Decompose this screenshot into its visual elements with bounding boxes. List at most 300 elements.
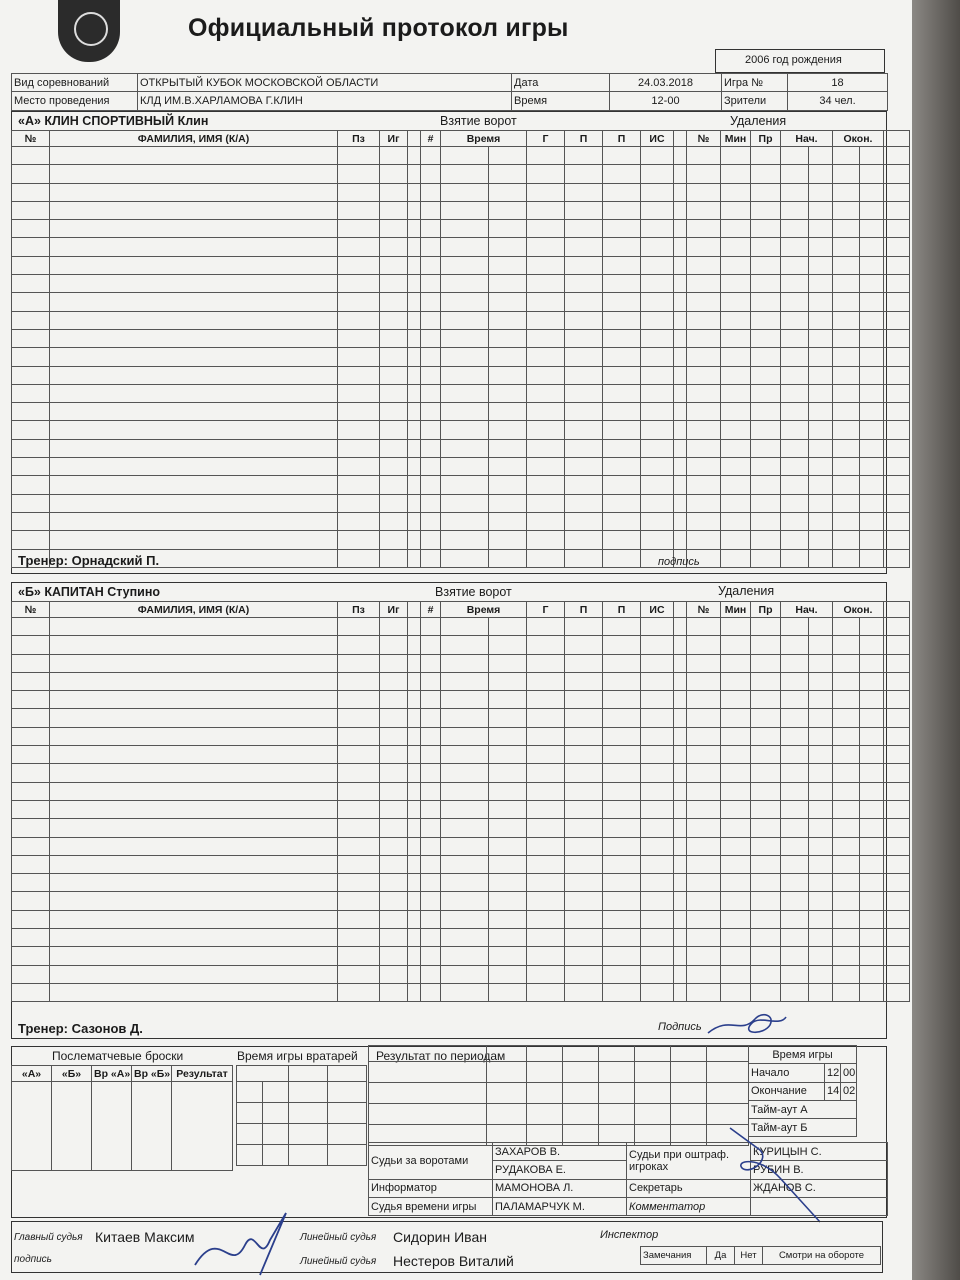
goal-second xyxy=(489,458,527,476)
gap-cell xyxy=(408,311,421,329)
penalty-minutes xyxy=(721,476,751,494)
team-b-coach: Тренер: Сазонов Д. xyxy=(18,1021,143,1036)
penalty-player xyxy=(687,458,721,476)
period-value xyxy=(599,1062,635,1083)
player-name xyxy=(50,531,338,549)
goal-minute xyxy=(441,165,489,183)
player-number xyxy=(12,654,50,672)
goal-assist-1 xyxy=(565,494,603,512)
penalty-player xyxy=(687,654,721,672)
player-name xyxy=(50,275,338,293)
player-played xyxy=(380,965,408,983)
penalty-reason xyxy=(751,892,781,910)
goal-assist-1 xyxy=(565,819,603,837)
goal-scorer xyxy=(527,819,565,837)
background-edge xyxy=(912,0,960,1280)
penalty-end-min xyxy=(833,746,860,764)
timeout-a: Тайм-аут А xyxy=(749,1100,857,1118)
goal-scorer xyxy=(527,910,565,928)
player-row xyxy=(12,220,910,238)
penalty-player xyxy=(687,727,721,745)
goal-assist-1 xyxy=(565,311,603,329)
goal-scorer xyxy=(527,636,565,654)
goal-assist-1 xyxy=(565,366,603,384)
goal-second xyxy=(489,983,527,1001)
penalty-reason xyxy=(751,764,781,782)
penalty-minutes xyxy=(721,910,751,928)
penalty-start-sec xyxy=(809,672,833,690)
penalty-start-sec xyxy=(809,366,833,384)
gap-cell-2 xyxy=(674,531,687,549)
goal-minute xyxy=(441,855,489,873)
player-name xyxy=(50,476,338,494)
penalty-reason xyxy=(751,421,781,439)
penalty-start-min xyxy=(781,458,809,476)
penalty-end-sec xyxy=(860,983,884,1001)
period-value xyxy=(635,1083,671,1104)
goal-number xyxy=(421,147,441,165)
penalty-player xyxy=(687,837,721,855)
goal-scorer xyxy=(527,855,565,873)
player-played xyxy=(380,709,408,727)
goalie-b-number xyxy=(328,1103,367,1124)
remarks-no: Нет xyxy=(735,1247,763,1265)
player-number xyxy=(12,929,50,947)
gap-cell xyxy=(408,165,421,183)
goal-second xyxy=(489,910,527,928)
penalty-end-sec xyxy=(860,746,884,764)
gap-cell xyxy=(408,220,421,238)
goal-minute xyxy=(441,275,489,293)
penalty-player xyxy=(687,929,721,947)
penalty-start-sec xyxy=(809,348,833,366)
penalty-reason xyxy=(751,183,781,201)
penalty-start-min xyxy=(781,384,809,402)
goal-number xyxy=(421,220,441,238)
goal-scorer xyxy=(527,892,565,910)
goal-second xyxy=(489,348,527,366)
penalty-reason xyxy=(751,654,781,672)
player-row xyxy=(12,874,910,892)
goal-strength xyxy=(641,403,674,421)
penalty-minutes xyxy=(721,256,751,274)
penalty-reason xyxy=(751,800,781,818)
period-row-label xyxy=(369,1104,487,1125)
penalty-reason xyxy=(751,855,781,873)
penalty-start-min xyxy=(781,183,809,201)
goal-minute xyxy=(441,800,489,818)
competition-label: Вид соревнований xyxy=(12,74,138,92)
goal-second xyxy=(489,421,527,439)
penalty-start-min xyxy=(781,892,809,910)
goal-scorer xyxy=(527,727,565,745)
penalty-minutes xyxy=(721,201,751,219)
filler-cell xyxy=(884,910,910,928)
filler-cell xyxy=(884,965,910,983)
player-position xyxy=(338,819,380,837)
player-row xyxy=(12,494,910,512)
goal-assist-1 xyxy=(565,947,603,965)
goal-second xyxy=(489,746,527,764)
gap-cell-2 xyxy=(674,439,687,457)
goal-assist-2 xyxy=(603,403,641,421)
player-number xyxy=(12,275,50,293)
player-played xyxy=(380,494,408,512)
period-value xyxy=(599,1104,635,1125)
penalty-start-sec xyxy=(809,709,833,727)
gap-cell-2 xyxy=(674,512,687,530)
penalty-minutes xyxy=(721,348,751,366)
penalty-player xyxy=(687,531,721,549)
goal-assist-1 xyxy=(565,727,603,745)
penalty-end-sec xyxy=(860,727,884,745)
goalie-change-second xyxy=(263,1124,289,1145)
player-name xyxy=(50,421,338,439)
gap-cell-2 xyxy=(674,983,687,1001)
penalty-player xyxy=(687,947,721,965)
period-value xyxy=(635,1104,671,1125)
penalty-end-sec xyxy=(860,238,884,256)
player-position xyxy=(338,183,380,201)
goal-assist-1 xyxy=(565,618,603,636)
penalty-minutes xyxy=(721,727,751,745)
goal-assist-2 xyxy=(603,892,641,910)
penalty-start-sec xyxy=(809,421,833,439)
game-label: Игра № xyxy=(722,74,788,92)
penalty-end-min xyxy=(833,439,860,457)
penalty-start-min xyxy=(781,819,809,837)
goal-assist-1 xyxy=(565,384,603,402)
player-row xyxy=(12,691,910,709)
penalty-end-min xyxy=(833,855,860,873)
goal-scorer xyxy=(527,654,565,672)
goal-second xyxy=(489,691,527,709)
shootout-col-result: Результат xyxy=(172,1066,233,1082)
penalty-start-min xyxy=(781,201,809,219)
penalty-end-sec xyxy=(860,403,884,421)
penalty-end-sec xyxy=(860,183,884,201)
penalty-start-sec xyxy=(809,311,833,329)
penalty-end-min xyxy=(833,910,860,928)
goal-number xyxy=(421,238,441,256)
player-position xyxy=(338,476,380,494)
period-value xyxy=(671,1062,707,1083)
penalty-player xyxy=(687,403,721,421)
col-is: ИС xyxy=(641,131,674,147)
goal-scorer xyxy=(527,618,565,636)
goal-assist-2 xyxy=(603,384,641,402)
goal-minute xyxy=(441,366,489,384)
goal-scorer xyxy=(527,549,565,567)
period-result-table xyxy=(368,1045,749,1146)
penalty-start-sec xyxy=(809,549,833,567)
timekeeper: ПАЛАМАРЧУК М. xyxy=(493,1197,627,1215)
penalty-reason xyxy=(751,910,781,928)
penalty-end-sec xyxy=(860,439,884,457)
linesman-1: Сидорин Иван xyxy=(393,1229,487,1245)
player-row xyxy=(12,929,910,947)
goal-number xyxy=(421,494,441,512)
penalty-player xyxy=(687,910,721,928)
penalty-minutes xyxy=(721,549,751,567)
penalty-minutes xyxy=(721,709,751,727)
penalty-start-min xyxy=(781,782,809,800)
penalty-reason xyxy=(751,782,781,800)
penalty-minutes xyxy=(721,458,751,476)
filler-cell xyxy=(884,892,910,910)
goal-assist-1 xyxy=(565,910,603,928)
goal-strength xyxy=(641,311,674,329)
penalty-start-min xyxy=(781,147,809,165)
player-name xyxy=(50,929,338,947)
goal-assist-2 xyxy=(603,947,641,965)
gap-cell-2 xyxy=(674,220,687,238)
goal-scorer xyxy=(527,311,565,329)
gap-cell-2 xyxy=(674,910,687,928)
col-assist-2: П xyxy=(603,602,641,618)
period-value xyxy=(599,1083,635,1104)
goal-scorer xyxy=(527,837,565,855)
player-row xyxy=(12,727,910,745)
goal-scorer xyxy=(527,476,565,494)
penalty-player xyxy=(687,220,721,238)
col-ig: Иг xyxy=(380,602,408,618)
penalty-start-min xyxy=(781,837,809,855)
penalty-minutes xyxy=(721,183,751,201)
goalie-b-number xyxy=(328,1124,367,1145)
penalty-end-min xyxy=(833,201,860,219)
player-position xyxy=(338,439,380,457)
col-name: ФАМИЛИЯ, ИМЯ (К/А) xyxy=(50,602,338,618)
gap-cell-2 xyxy=(674,201,687,219)
penalty-player xyxy=(687,691,721,709)
player-row xyxy=(12,165,910,183)
col-assist-1: П xyxy=(565,131,603,147)
penalty-start-sec xyxy=(809,220,833,238)
penalty-reason xyxy=(751,238,781,256)
goal-number xyxy=(421,421,441,439)
gap-cell-2 xyxy=(674,293,687,311)
player-played xyxy=(380,458,408,476)
goal-scorer xyxy=(527,494,565,512)
birth-year: 2006 год рождения xyxy=(745,54,842,66)
goal-assist-2 xyxy=(603,476,641,494)
filler-cell xyxy=(884,421,910,439)
goal-assist-1 xyxy=(565,439,603,457)
goal-assist-2 xyxy=(603,709,641,727)
goal-scorer xyxy=(527,965,565,983)
gap-cell xyxy=(408,618,421,636)
gap-cell xyxy=(408,458,421,476)
penalty-end-sec xyxy=(860,837,884,855)
penalty-end-min xyxy=(833,549,860,567)
penalty-end-sec xyxy=(860,782,884,800)
goal-scorer xyxy=(527,201,565,219)
goal-number xyxy=(421,636,441,654)
goal-scorer xyxy=(527,983,565,1001)
goal-assist-1 xyxy=(565,256,603,274)
penalty-end-sec xyxy=(860,384,884,402)
goal-assist-2 xyxy=(603,311,641,329)
player-position xyxy=(338,618,380,636)
player-position xyxy=(338,403,380,421)
penalty-player xyxy=(687,384,721,402)
player-name xyxy=(50,220,338,238)
penalty-start-min xyxy=(781,672,809,690)
player-position xyxy=(338,782,380,800)
goal-number xyxy=(421,910,441,928)
player-position xyxy=(338,709,380,727)
goal-assist-1 xyxy=(565,183,603,201)
player-played xyxy=(380,691,408,709)
penalty-start-min xyxy=(781,220,809,238)
player-name xyxy=(50,494,338,512)
goal-assist-2 xyxy=(603,201,641,219)
player-number xyxy=(12,746,50,764)
col-pen-start: Нач. xyxy=(781,131,833,147)
goal-number xyxy=(421,965,441,983)
penalty-minutes xyxy=(721,494,751,512)
penalty-end-min xyxy=(833,458,860,476)
penalty-reason xyxy=(751,691,781,709)
start-label: Начало xyxy=(749,1064,825,1082)
penalty-player xyxy=(687,965,721,983)
penalty-end-min xyxy=(833,238,860,256)
end-hour: 14 xyxy=(825,1082,841,1100)
goal-second xyxy=(489,874,527,892)
penalty-minutes xyxy=(721,892,751,910)
penalty-end-sec xyxy=(860,366,884,384)
goal-judges-label: Судьи за воротами xyxy=(369,1143,493,1180)
goal-scorer xyxy=(527,672,565,690)
penalty-end-sec xyxy=(860,256,884,274)
penalty-player xyxy=(687,709,721,727)
penalty-end-min xyxy=(833,983,860,1001)
col-goal-scorer: Г xyxy=(527,602,565,618)
filler-cell xyxy=(884,256,910,274)
gap-cell xyxy=(408,855,421,873)
goal-judge-2: РУДАКОВА Е. xyxy=(493,1161,627,1179)
goal-strength xyxy=(641,238,674,256)
gap-cell-2 xyxy=(674,147,687,165)
penalty-minutes xyxy=(721,764,751,782)
player-number xyxy=(12,165,50,183)
goalie-col-b xyxy=(328,1066,367,1082)
gap-cell xyxy=(408,727,421,745)
gap-cell xyxy=(408,256,421,274)
goal-second xyxy=(489,764,527,782)
player-row xyxy=(12,293,910,311)
penalty-end-min xyxy=(833,293,860,311)
penalty-start-min xyxy=(781,654,809,672)
player-position xyxy=(338,764,380,782)
penalty-minutes xyxy=(721,512,751,530)
goal-assist-1 xyxy=(565,855,603,873)
gap-cell xyxy=(408,764,421,782)
player-number xyxy=(12,384,50,402)
gap-cell-2 xyxy=(674,403,687,421)
goal-number xyxy=(421,311,441,329)
goal-assist-2 xyxy=(603,458,641,476)
goal-scorer xyxy=(527,348,565,366)
col-pen-no: № xyxy=(687,131,721,147)
penalty-end-sec xyxy=(860,348,884,366)
date-label: Дата xyxy=(512,74,610,92)
goal-strength xyxy=(641,800,674,818)
penalty-start-sec xyxy=(809,837,833,855)
gap-cell xyxy=(408,800,421,818)
penalty-reason xyxy=(751,329,781,347)
player-played xyxy=(380,549,408,567)
gap-cell xyxy=(408,929,421,947)
goal-scorer xyxy=(527,329,565,347)
col-gap xyxy=(408,131,421,147)
penalty-end-sec xyxy=(860,147,884,165)
secretary-label: Секретарь xyxy=(627,1179,751,1197)
goal-number xyxy=(421,439,441,457)
penalty-minutes xyxy=(721,819,751,837)
goal-assist-1 xyxy=(565,238,603,256)
penalty-end-min xyxy=(833,476,860,494)
gap-cell xyxy=(408,494,421,512)
goal-strength xyxy=(641,329,674,347)
shootout-col-gk-b: Вр «Б» xyxy=(132,1066,172,1082)
player-name xyxy=(50,855,338,873)
filler-cell xyxy=(884,403,910,421)
player-position xyxy=(338,293,380,311)
goal-minute xyxy=(441,910,489,928)
penalty-start-sec xyxy=(809,618,833,636)
gap-cell xyxy=(408,275,421,293)
penalty-reason xyxy=(751,618,781,636)
player-number xyxy=(12,672,50,690)
penalty-start-sec xyxy=(809,819,833,837)
goal-assist-2 xyxy=(603,855,641,873)
goal-scorer xyxy=(527,366,565,384)
player-row xyxy=(12,311,910,329)
gap-cell-2 xyxy=(674,764,687,782)
goal-second xyxy=(489,238,527,256)
filler-cell xyxy=(884,746,910,764)
penalty-minutes xyxy=(721,147,751,165)
player-number xyxy=(12,293,50,311)
penalty-start-min xyxy=(781,311,809,329)
filler-cell xyxy=(884,549,910,567)
player-played xyxy=(380,531,408,549)
goal-strength xyxy=(641,201,674,219)
goal-number xyxy=(421,403,441,421)
player-number xyxy=(12,892,50,910)
goalie-change-second xyxy=(263,1082,289,1103)
col-is: ИС xyxy=(641,602,674,618)
col-filler xyxy=(884,131,910,147)
penalty-minutes xyxy=(721,421,751,439)
penalty-minutes xyxy=(721,874,751,892)
player-name xyxy=(50,183,338,201)
filler-cell xyxy=(884,819,910,837)
gap-cell xyxy=(408,746,421,764)
penalty-player xyxy=(687,293,721,311)
penalty-reason xyxy=(751,403,781,421)
player-position xyxy=(338,983,380,1001)
filler-cell xyxy=(884,348,910,366)
goal-second xyxy=(489,439,527,457)
penalty-judge-1: КУРИЦЫН С. xyxy=(751,1143,888,1161)
penalty-start-min xyxy=(781,256,809,274)
penalty-end-min xyxy=(833,512,860,530)
period-value xyxy=(707,1062,749,1083)
linesman-1-label: Линейный судья xyxy=(300,1232,377,1243)
